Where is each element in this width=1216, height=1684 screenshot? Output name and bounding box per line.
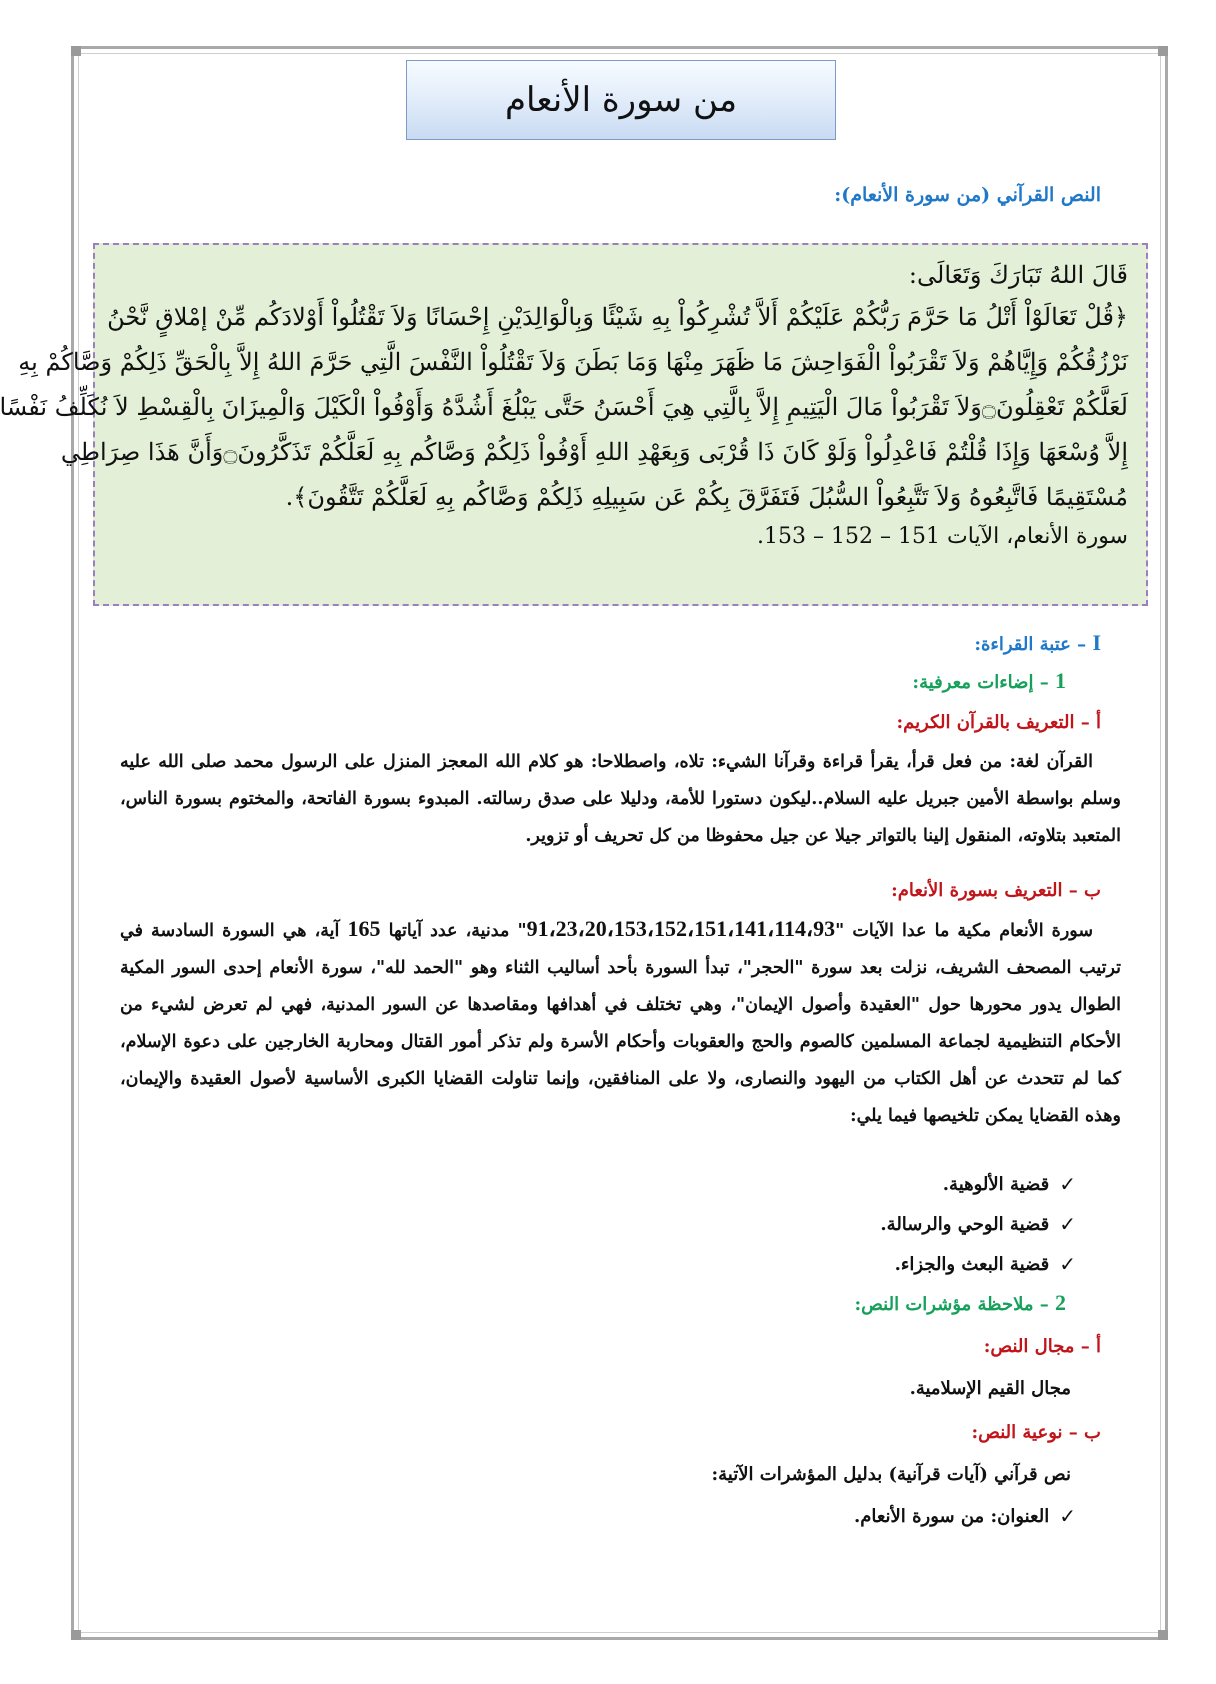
check-icon: ✓ — [1059, 1212, 1076, 1236]
verse-numbers: 91،23،20،153،152،151،141،114،93 — [526, 916, 836, 941]
item-heading-quran-definition: أ – التعريف بالقرآن الكريم: — [896, 712, 1101, 733]
subsection-label: – ملاحظة مؤشرات النص: — [854, 1294, 1055, 1315]
section-number: I — [1092, 630, 1101, 655]
list-item-text: قضية الألوهية. — [942, 1173, 1050, 1195]
paragraph-part: " مدنية، عدد آياتها — [380, 921, 527, 941]
section-label: – عتبة القراءة: — [974, 634, 1093, 655]
surah-definition-paragraph — [120, 910, 1121, 1135]
paragraph-part: سورة الأنعام مكية ما عدا الآيات " — [835, 921, 1093, 941]
list-item-issue — [943, 1172, 1076, 1196]
paragraph-part: آية، هي السورة السادسة في ترتيب المصحف الشريف، نزلت بعد سورة "الحجر"، تبدأ السورة بأحد أساليب الثناء وهو "الحمد لله"، سورة الأنعام إحدى السور المكية الطوال يدور محورها حول "العقيدة وأصول الإيمان"، وهي تختلف في أهدافها ومقاصدها عن السور المدنية، فهي لم تعرض لشيء من الأحكام التنظيمية لجماعة المسلمين كالصوم والحج والعقوبات وأحكام الأسرة ولم تذكر أمور القتال ومحاربة الخارجين على دعوة الإسلام، كما لم تتحدث عن أهل الكتاب من اليهود والنصارى، ولا على المنافقين، وإنما تناولت القضايا الكبرى الأساسية لأصول العقيدة والإيمان، وهذه القضايا يمكن تلخيصها فيما يلي: — [120, 921, 1121, 1126]
quran-intro: قَالَ اللهُ تَبَارَكَ وَتَعَالَى: — [908, 261, 1128, 289]
corner-ornament — [1158, 46, 1168, 56]
quran-line: لَعَلَّكُمْ تَعْقِلُونَ۝وَلاَ تَقْرَبُواْ مَالَ الْيَتِيمِ إِلاَّ بِالَّتِي هِيَ أَحْسَنُ حَتَّى يَبْلُغَ أَشُدَّهُ وَأَوْفُواْ الْكَيْلَ وَالْمِيزَانَ بِالْقِسْطِ لاَ نُكَلِّفُ نَفْسًا — [0, 393, 1128, 421]
subsection-number: 2 — [1055, 1290, 1066, 1315]
check-icon: ✓ — [1059, 1504, 1076, 1528]
quran-line: نَرْزُقُكُمْ وَإِيَّاهُمْ وَلاَ تَقْرَبُواْ الْفَوَاحِشَ مَا ظَهَرَ مِنْهَا وَمَا بَطَنَ وَلاَ تَقْتُلُواْ النَّفْسَ الَّتِي حَرَّمَ اللهُ إِلاَّ بِالْحَقِّ ذَلِكُمْ وَصَّاكُمْ بِهِ — [18, 348, 1128, 376]
item-heading-text-field: أ – مجال النص: — [983, 1336, 1101, 1357]
corner-ornament — [1158, 1630, 1168, 1640]
text-type-value: نص قرآني (آيات قرآنية) بدليل المؤشرات الآتية: — [711, 1464, 1071, 1485]
list-item-issue — [880, 1212, 1076, 1236]
quran-line: مُسْتَقِيمًا فَاتَّبِعُوهُ وَلاَ تَتَّبِعُواْ السُّبُلَ فَتَفَرَّقَ بِكُمْ عَن سَبِيلِهِ ذَلِكُمْ وَصَّاكُم بِهِ لَعَلَّكُمْ تَتَّقُونَ﴾. — [285, 483, 1128, 511]
subsection-heading-knowledge — [912, 668, 1066, 694]
corner-ornament — [71, 1630, 81, 1640]
quran-reference: سورة الأنعام، الآيات 151 – 152 – 153. — [757, 524, 1128, 549]
check-icon: ✓ — [1059, 1172, 1076, 1196]
list-item-text: قضية الوحي والرسالة. — [880, 1213, 1050, 1235]
quran-line: ﴿قُلْ تَعَالَوْاْ أَتْلُ مَا حَرَّمَ رَبُّكُمْ عَلَيْكُمْ أَلاَّ تُشْرِكُواْ بِهِ شَيْئًا وَبِالْوَالِدَيْنِ إِحْسَانًا وَلاَ تَقْتُلُواْ أَوْلادَكُم مِّنْ إمْلاقٍ نَّحْنُ — [107, 303, 1128, 331]
verse-count: 165 — [347, 916, 381, 941]
item-heading-text-type: ب – نوعية النص: — [971, 1422, 1101, 1443]
page-title: من سورة الأنعام — [406, 60, 836, 140]
list-item-text: العنوان: من سورة الأنعام. — [853, 1505, 1050, 1527]
corner-ornament — [71, 46, 81, 56]
text-field-value: مجال القيم الإسلامية. — [909, 1378, 1071, 1399]
quran-line: إِلاَّ وُسْعَهَا وَإِذَا قُلْتُمْ فَاعْدِلُواْ وَلَوْ كَانَ ذَا قُرْبَى وَبِعَهْدِ اللهِ أَوْفُواْ ذَلِكُمْ وَصَّاكُم بِهِ لَعَلَّكُمْ تَذَكَّرُونَ۝وَأَنَّ هَذَا صِرَاطِي — [60, 438, 1128, 466]
list-item-issue — [895, 1252, 1076, 1276]
quran-heading: النص القرآني (من سورة الأنعام): — [834, 184, 1101, 206]
subsection-heading-indicators — [854, 1290, 1066, 1316]
item-heading-surah-definition: ب – التعريف بسورة الأنعام: — [891, 880, 1101, 901]
subsection-label: – إضاءات معرفية: — [912, 672, 1055, 693]
subsection-number: 1 — [1055, 668, 1066, 693]
section-heading-reading-threshold — [974, 630, 1101, 656]
quran-text-box — [0, 243, 1148, 606]
check-icon: ✓ — [1059, 1252, 1076, 1276]
paragraph-text — [120, 910, 1121, 1135]
list-item-indicator — [854, 1504, 1076, 1528]
list-item-text: قضية البعث والجزاء. — [894, 1253, 1050, 1275]
quran-definition-paragraph — [120, 744, 1121, 855]
paragraph-text: القرآن لغة: من فعل قرأ، يقرأ قراءة وقرآنا الشيء: تلاه، واصطلاحا: هو كلام الله المعجز المنزل على الرسول محمد صلى الله عليه وسلم بواسطة الأمين جبريل عليه السلام..ليكون دستورا للأمة، ودليلا على صدق رسالته. المبدوء بسورة الفاتحة، والمختوم بسورة الناس، المتعبد بتلاوته، المنقول إلينا بالتواتر جيلا عن جيل محفوظا من كل تحريف أو تزوير. — [120, 752, 1121, 846]
